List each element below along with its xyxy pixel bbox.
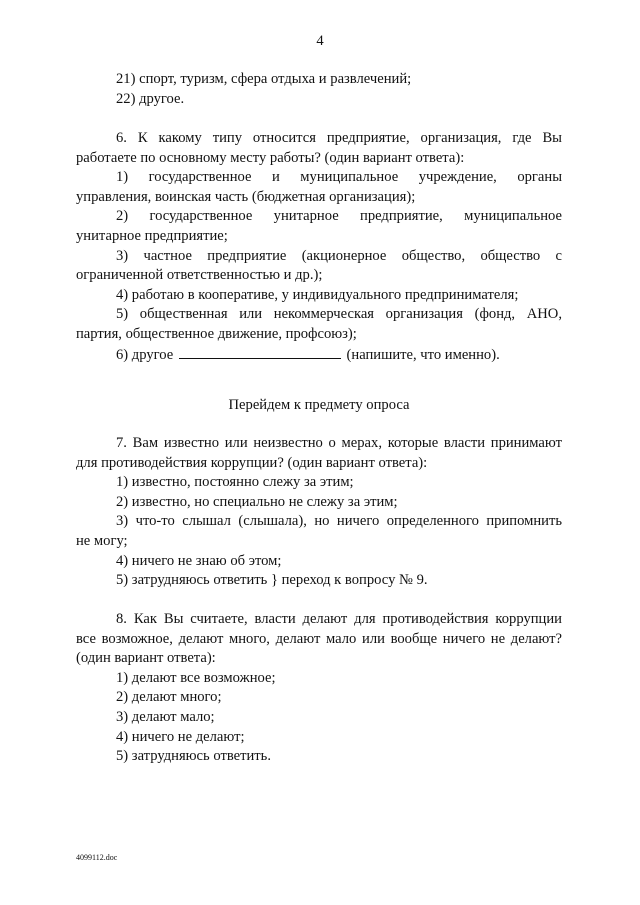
question-6 bbox=[76, 129, 562, 364]
section-heading-wrap bbox=[76, 396, 562, 416]
answer-option-continuation: унитарное предприятие; bbox=[76, 227, 228, 244]
list-item: 21) спорт, туризм, сфера отдыха и развлечений; bbox=[116, 71, 412, 87]
page-number: 4 bbox=[316, 33, 324, 49]
answer-option-continuation: управления, воинская часть (бюджетная организация); bbox=[76, 188, 416, 205]
answer-option: 3) частное предприятие (акционерное общество, общество с bbox=[116, 247, 562, 264]
section-heading: Перейдем к предмету опроса bbox=[228, 397, 410, 413]
answer-option-continuation: не могу; bbox=[76, 532, 128, 549]
answer-option-continuation: ограниченной ответственностью и др.); bbox=[76, 267, 323, 284]
answer-option: 1) государственное и муниципальное учреждение, органы bbox=[116, 169, 562, 186]
answer-option: 2) делают много; bbox=[116, 689, 222, 706]
question-8-text-line: (один вариант ответа): bbox=[76, 650, 216, 667]
answer-option: 5) затрудняюсь ответить. bbox=[116, 748, 271, 765]
answer-option: 5) общественная или некоммерческая организация (фонд, АНО, bbox=[116, 306, 562, 323]
answer-option-continuation: партия, общественное движение, профсоюз); bbox=[76, 325, 357, 342]
footer-filename: 4099112.doc bbox=[76, 853, 118, 862]
answer-option: 2) государственное унитарное предприятие, муниципальное bbox=[116, 208, 562, 225]
question-5-tail bbox=[76, 70, 562, 109]
question-8 bbox=[76, 610, 562, 767]
answer-option: 5) затрудняюсь ответить } переход к вопросу № 9. bbox=[116, 572, 428, 589]
question-8-text-line: все возможное, делают много, делают мало или вообще ничего не делают? bbox=[76, 630, 562, 647]
list-item: 22) другое. bbox=[116, 90, 185, 107]
question-7 bbox=[76, 434, 562, 591]
question-7-text-line: для противодействия коррупции? (один вариант ответа): bbox=[76, 454, 428, 471]
answer-option-suffix: (напишите, что именно). bbox=[346, 346, 500, 363]
write-in-blank-line bbox=[179, 345, 341, 359]
answer-option: 3) делают мало; bbox=[116, 708, 215, 725]
answer-option: 4) ничего не делают; bbox=[116, 728, 245, 745]
answer-option-prefix: 6) другое bbox=[116, 346, 174, 363]
question-8-text-line: 8. Как Вы считаете, власти делают для противодействия коррупции bbox=[116, 611, 562, 627]
answer-option: 3) что-то слышал (слышала), но ничего определенного припомнить bbox=[116, 513, 562, 530]
answer-option: 4) ничего не знаю об этом; bbox=[116, 552, 282, 569]
question-6-text-line: 6. К какому типу относится предприятие, организация, где Вы bbox=[116, 130, 562, 146]
question-6-text-line: работаете по основному месту работы? (один вариант ответа): bbox=[76, 149, 465, 166]
answer-option: 1) известно, постоянно слежу за этим; bbox=[116, 474, 354, 491]
answer-option-other bbox=[76, 345, 562, 365]
question-7-text-line: 7. Вам известно или неизвестно о мерах, которые власти принимают bbox=[116, 435, 562, 451]
answer-option: 1) делают все возможное; bbox=[116, 669, 276, 686]
answer-option: 2) известно, но специально не слежу за этим; bbox=[116, 493, 398, 510]
answer-option: 4) работаю в кооперативе, у индивидуального предпринимателя; bbox=[116, 286, 519, 303]
